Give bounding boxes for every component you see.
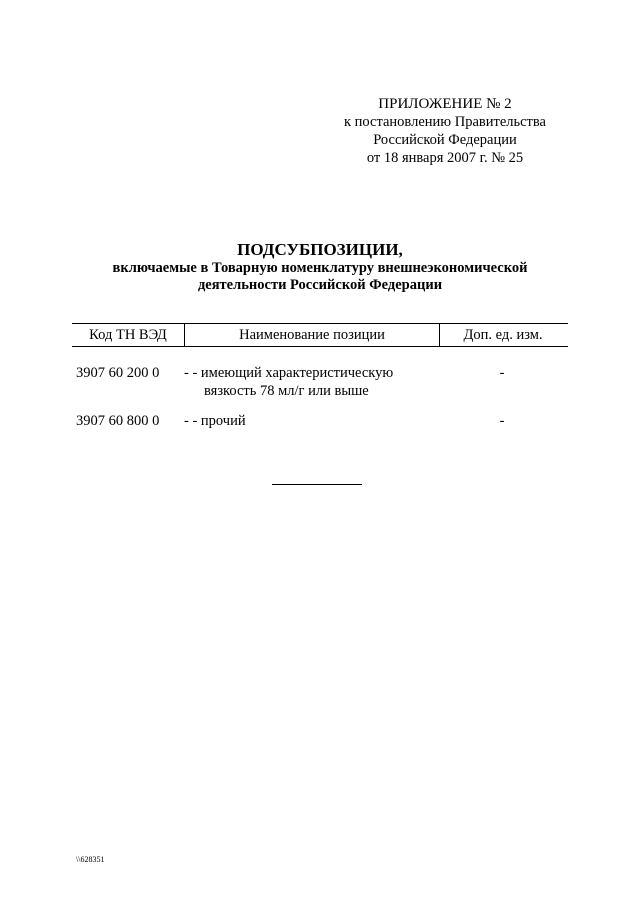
annex-title: ПРИЛОЖЕНИЕ № 2 <box>378 96 512 112</box>
heading-title: ПОДСУБПОЗИЦИИ, <box>237 240 403 259</box>
annex-line-date: от 18 января 2007 г. № 25 <box>366 150 524 166</box>
header-code: Код ТН ВЭД <box>89 327 167 343</box>
row-code: 3907 60 800 0 <box>76 413 160 429</box>
row-unit: - <box>499 365 505 381</box>
heading-subtitle-line1: включаемые в Товарную номенклатуру внешнеэкономической <box>112 260 528 276</box>
row-name-line1: - - прочий <box>184 413 246 429</box>
row-name <box>184 412 434 430</box>
annex-line-resolution: к постановлению Правительства <box>344 114 546 130</box>
row-unit: - <box>499 413 505 429</box>
annex-block <box>330 95 560 167</box>
document-heading <box>60 240 580 294</box>
annex-line-federation: Российской Федерации <box>373 132 517 148</box>
row-name-line1: - - имеющий характеристическую <box>184 365 394 381</box>
positions-table <box>72 323 568 429</box>
file-id-stamp: \\628351 <box>76 855 105 864</box>
row-name <box>184 364 434 400</box>
heading-subtitle-line2: деятельности Российской Федерации <box>197 277 443 293</box>
header-name: Наименование позиции <box>184 324 440 346</box>
row-name-line2: вязкость 78 мл/г или выше <box>204 383 369 399</box>
header-unit: Доп. ед. изм. <box>463 327 543 343</box>
row-code: 3907 60 200 0 <box>76 365 160 381</box>
table-header <box>72 323 568 347</box>
closing-rule <box>272 484 362 485</box>
